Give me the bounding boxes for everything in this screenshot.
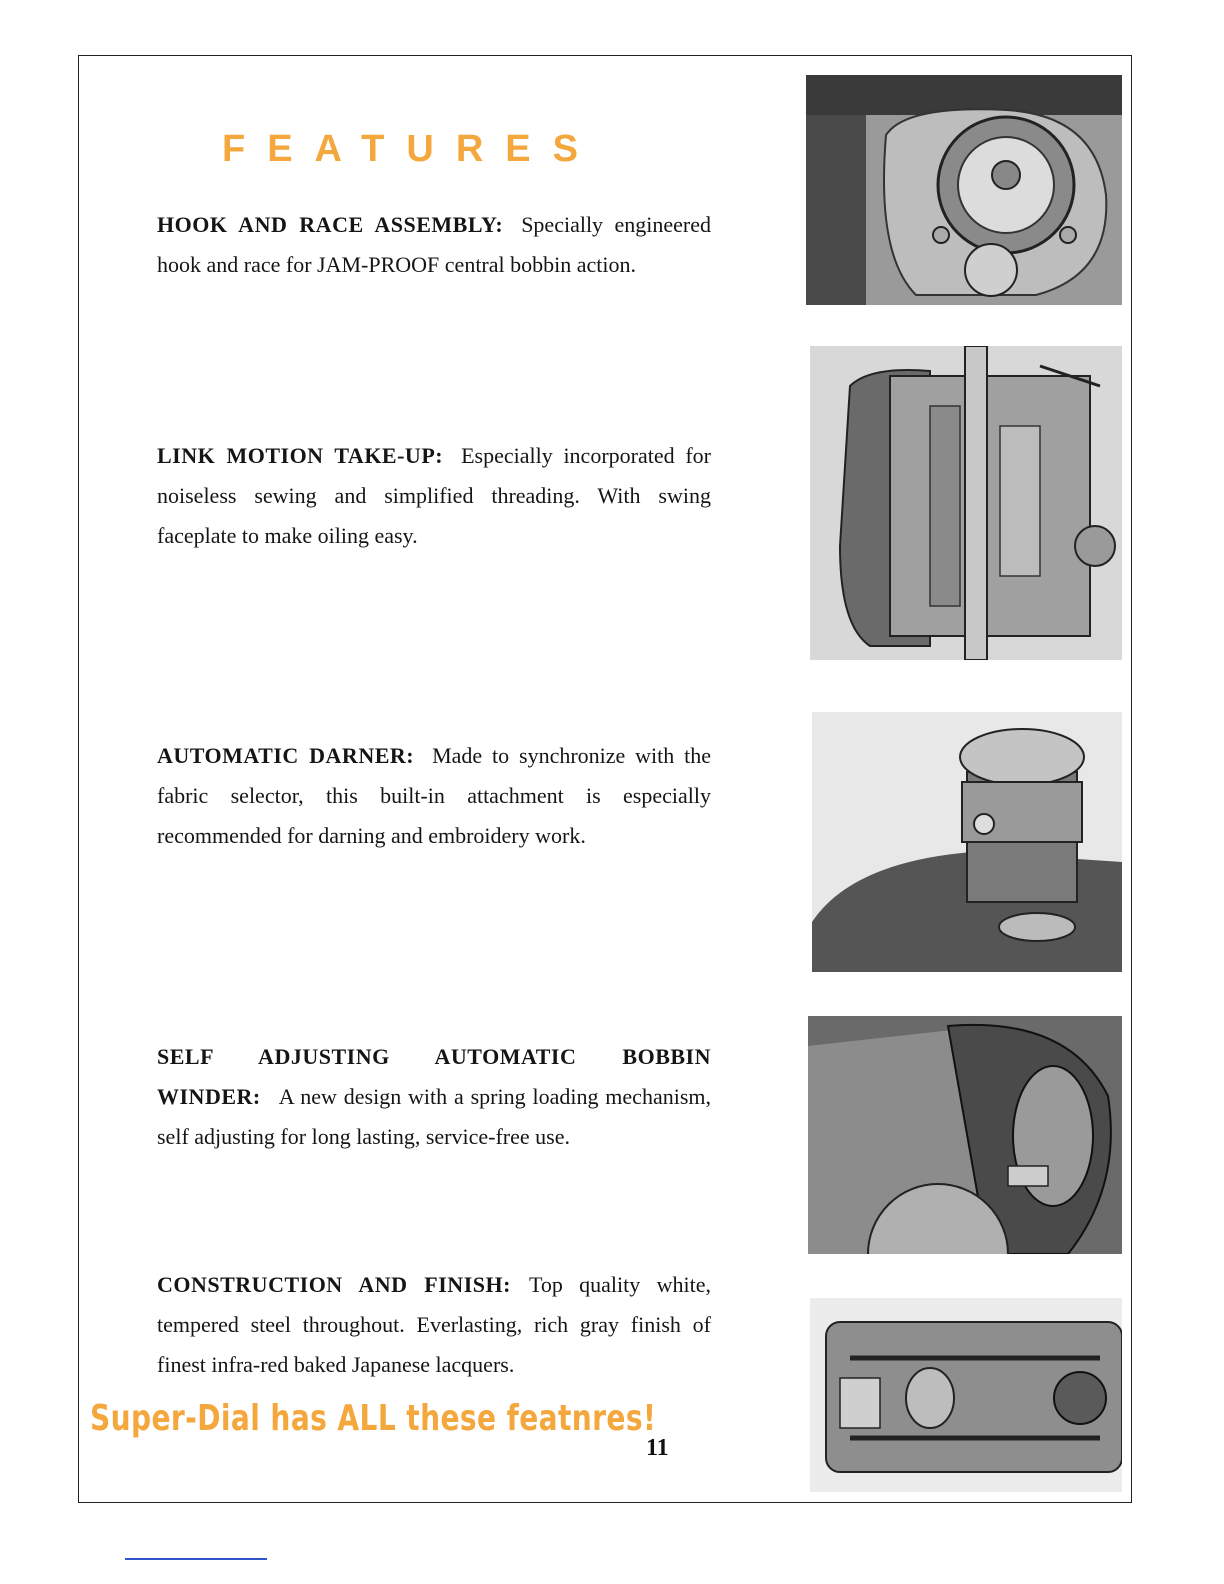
feature-construction-finish	[157, 1265, 711, 1385]
link-motion-photo	[810, 346, 1122, 660]
feature-body: Specially engineered hook and race for JAM-PROOF central bobbin action.	[157, 212, 711, 277]
feature-body: Especially incorporated for noiseless sewing and simplified threading. With swing faceplate to make oiling easy.	[157, 443, 711, 548]
feature-body: Top quality white, tempered steel throughout. Everlasting, rich gray finish of finest infra-red baked Japanese lacquers.	[157, 1272, 711, 1377]
feature-title: LINK MOTION TAKE-UP:	[157, 443, 444, 468]
page-number: 11	[646, 1435, 669, 1461]
hook-race-photo	[806, 75, 1122, 305]
feature-body: Made to synchronize with the fabric selector, this built-in attachment is especially recommended for darning and embroidery work.	[157, 743, 711, 848]
feature-hook-and-race	[157, 205, 711, 285]
feature-title: AUTOMATIC DARNER:	[157, 743, 415, 768]
feature-automatic-darner	[157, 736, 711, 856]
feature-title: CONSTRUCTION AND FINISH:	[157, 1272, 511, 1297]
feature-title: SELF ADJUSTING AUTOMATIC BOBBIN WINDER:	[157, 1044, 711, 1109]
feature-link-motion	[157, 436, 711, 556]
page-heading: FEATURES	[222, 128, 600, 170]
footer-link-underline	[125, 1558, 267, 1560]
darner-photo	[812, 712, 1122, 972]
bobbin-winder-photo	[808, 1016, 1122, 1254]
feature-body: A new design with a spring loading mechanism, self adjusting for long lasting, service-free use.	[157, 1084, 711, 1149]
feature-title: HOOK AND RACE ASSEMBLY:	[157, 212, 504, 237]
tagline: Super-Dial has ALL these featnres!	[90, 1398, 657, 1439]
feature-bobbin-winder	[157, 1037, 711, 1157]
construction-photo	[810, 1298, 1122, 1492]
